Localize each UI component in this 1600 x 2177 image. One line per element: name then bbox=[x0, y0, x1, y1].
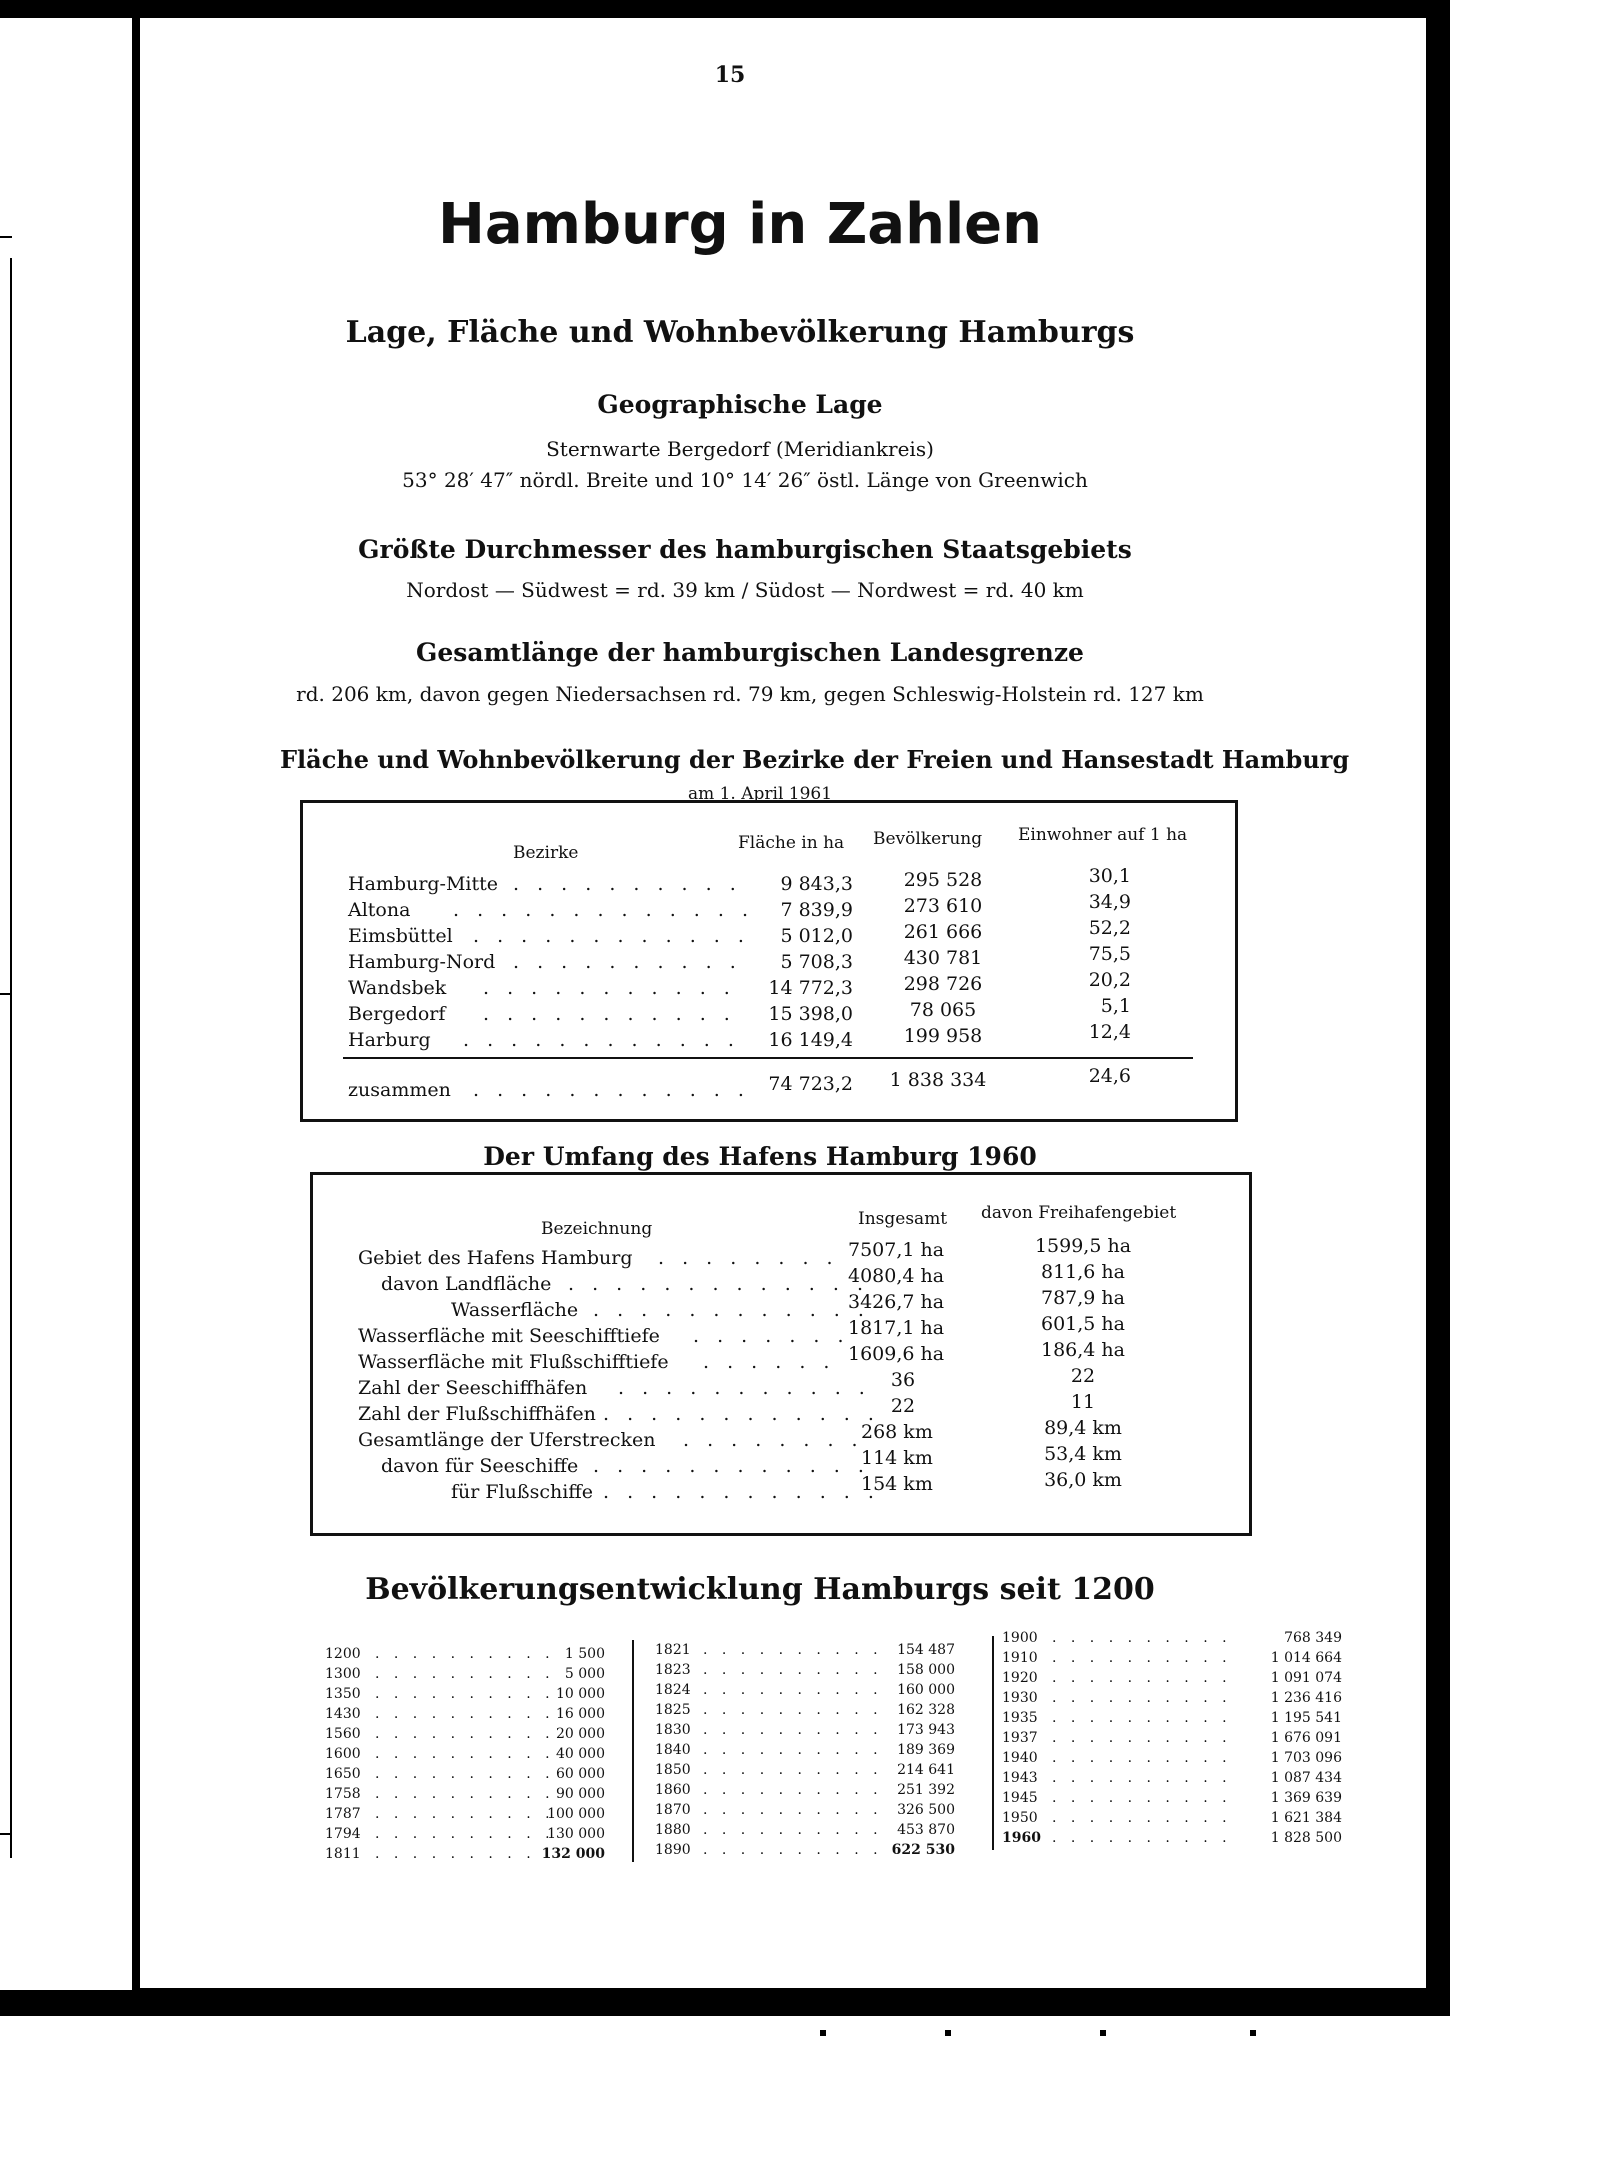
harbor-row-free: 89,4 km bbox=[1044, 1417, 1122, 1439]
population-row bbox=[655, 1660, 975, 1680]
border-line: rd. 206 km, davon gegen Niedersachsen rd. 79 km, gegen Schleswig-Holstein rd. 127 km bbox=[296, 682, 1204, 706]
leader-dots: . . . . . . . . . . bbox=[375, 1706, 555, 1722]
previous-page-edge bbox=[0, 18, 134, 1990]
pop-year: 1794 bbox=[325, 1826, 361, 1842]
harbor-row-total: 114 km bbox=[861, 1447, 933, 1469]
pop-year: 1850 bbox=[655, 1762, 691, 1778]
population-row bbox=[1002, 1688, 1382, 1708]
pop-value: 1 500 bbox=[564, 1646, 605, 1662]
district-name: Wandsbek bbox=[348, 977, 447, 999]
harbor-row-total: 268 km bbox=[861, 1421, 933, 1443]
population-row bbox=[655, 1720, 975, 1740]
total-area: 74 723,2 bbox=[768, 1073, 853, 1095]
population-row bbox=[655, 1800, 975, 1820]
pop-value: 453 870 bbox=[897, 1822, 955, 1838]
district-area: 16 149,4 bbox=[768, 1029, 853, 1051]
column-header-dichte: Einwohner auf 1 ha bbox=[1018, 825, 1188, 845]
pop-value: 251 392 bbox=[897, 1782, 955, 1798]
harbor-row-free: 787,9 ha bbox=[1041, 1287, 1125, 1309]
district-population: 261 666 bbox=[903, 921, 983, 943]
leader-dots: . . . . . . . . . . bbox=[703, 1702, 883, 1718]
pop-year: 1945 bbox=[1002, 1790, 1038, 1806]
harbor-row-free: 601,5 ha bbox=[1041, 1313, 1125, 1335]
pop-year: 1825 bbox=[655, 1702, 691, 1718]
district-name: Altona bbox=[348, 899, 411, 921]
column-header-bevoelkerung: Bevölkerung bbox=[873, 829, 983, 849]
pop-year: 1200 bbox=[325, 1646, 361, 1662]
district-density: 75,5 bbox=[1088, 943, 1131, 965]
pop-year: 1300 bbox=[325, 1666, 361, 1682]
pop-value: 100 000 bbox=[547, 1806, 605, 1822]
harbor-row-label: Wasserfläche mit Seeschifftiefe bbox=[358, 1325, 660, 1347]
pop-value: 90 000 bbox=[556, 1786, 605, 1802]
pop-value: 768 349 bbox=[1284, 1630, 1342, 1646]
population-row bbox=[325, 1724, 615, 1744]
leader-dots: . . . . . . . . . . . bbox=[483, 1003, 736, 1025]
pop-value: 160 000 bbox=[897, 1682, 955, 1698]
pop-year: 1930 bbox=[1002, 1690, 1038, 1706]
previous-page-rule bbox=[10, 258, 12, 1858]
district-population: 295 528 bbox=[903, 869, 983, 891]
pop-year: 1940 bbox=[1002, 1750, 1038, 1766]
population-row bbox=[325, 1804, 615, 1824]
scan-border-bottom bbox=[0, 1988, 1450, 2016]
pop-year: 1811 bbox=[325, 1846, 361, 1862]
population-row bbox=[325, 1664, 615, 1684]
district-name: Hamburg-Mitte bbox=[348, 873, 499, 895]
leader-dots: . . . . . . . . . . bbox=[703, 1802, 883, 1818]
pop-value: 5 000 bbox=[564, 1666, 605, 1682]
harbor-row-label: davon für Seeschiffe bbox=[381, 1455, 579, 1477]
harbor-row-free: 11 bbox=[1070, 1391, 1096, 1413]
pop-value: 60 000 bbox=[556, 1766, 605, 1782]
population-row bbox=[325, 1784, 615, 1804]
harbor-row-total: 22 bbox=[890, 1395, 916, 1417]
pop-value: 10 000 bbox=[556, 1686, 605, 1702]
districts-table bbox=[300, 800, 1238, 1122]
leader-dots: . . . . . . . . . . bbox=[375, 1806, 555, 1822]
population-row bbox=[325, 1644, 615, 1664]
column-header-insgesamt: Insgesamt bbox=[858, 1209, 948, 1229]
leader-dots: . . . . . . . . . . bbox=[375, 1826, 555, 1842]
leader-dots: . . . . . . . . . . bbox=[375, 1746, 555, 1762]
district-density: 34,9 bbox=[1088, 891, 1131, 913]
harbor-row-total: 1609,6 ha bbox=[848, 1343, 945, 1365]
leader-dots: . . . . . . . . . . bbox=[1052, 1690, 1232, 1706]
district-area: 15 398,0 bbox=[768, 1003, 853, 1025]
districts-subheading: am 1. April 1961 bbox=[687, 784, 833, 804]
leader-dots: . . . . . . . . . . . . . bbox=[568, 1273, 869, 1295]
scan-border-top bbox=[0, 0, 1450, 18]
harbor-row-total: 36 bbox=[890, 1369, 916, 1391]
leader-dots: . . . . . . . . . . bbox=[703, 1682, 883, 1698]
pop-year: 1830 bbox=[655, 1722, 691, 1738]
harbor-row-free: 22 bbox=[1070, 1365, 1096, 1387]
leader-dots: . . . . . . . . . . bbox=[703, 1842, 883, 1858]
pop-year: 1824 bbox=[655, 1682, 691, 1698]
district-area: 7 839,9 bbox=[780, 899, 853, 921]
leader-dots: . . . . . . . . . . bbox=[1052, 1650, 1232, 1666]
district-name: Bergedorf bbox=[348, 1003, 446, 1025]
pop-value: 130 000 bbox=[547, 1826, 605, 1842]
harbor-row-label: Zahl der Flußschiffhäfen bbox=[358, 1403, 596, 1425]
pop-year: 1823 bbox=[655, 1662, 691, 1678]
leader-dots: . . . . . . . . . . bbox=[375, 1646, 555, 1662]
pop-year: 1430 bbox=[325, 1706, 361, 1722]
population-row bbox=[1002, 1748, 1382, 1768]
leader-dots: . . . . . . . . . . . . bbox=[603, 1481, 880, 1503]
harbor-row-free: 53,4 km bbox=[1044, 1443, 1122, 1465]
district-area: 14 772,3 bbox=[768, 977, 853, 999]
leader-dots: . . . . . . . . . . bbox=[375, 1786, 555, 1802]
pop-year: 1600 bbox=[325, 1746, 361, 1762]
districts-heading: Fläche und Wohnbevölkerung der Bezirke der Freien und Hansestadt Hamburg bbox=[280, 745, 1350, 774]
pop-value: 189 369 bbox=[897, 1742, 955, 1758]
district-population: 298 726 bbox=[903, 973, 983, 995]
harbor-row-label: Wasserfläche mit Flußschifftiefe bbox=[358, 1351, 669, 1373]
scan-border-right bbox=[1426, 0, 1450, 2015]
population-row bbox=[325, 1684, 615, 1704]
leader-dots: . . . . . . . . . . bbox=[703, 1742, 883, 1758]
leader-dots: . . . . . . . . . . . . bbox=[473, 925, 750, 947]
population-row bbox=[655, 1780, 975, 1800]
harbor-row-free: 36,0 km bbox=[1044, 1469, 1122, 1491]
harbor-row-total: 7507,1 ha bbox=[848, 1239, 945, 1261]
district-area: 9 843,3 bbox=[780, 873, 853, 895]
leader-dots: . . . . . . . . . . . . bbox=[593, 1299, 870, 1321]
leader-dots: . . . . . . . . . . bbox=[1052, 1810, 1232, 1826]
pop-year: 1840 bbox=[655, 1742, 691, 1758]
leader-dots: . . . . . . . . . . . bbox=[483, 977, 736, 999]
population-row bbox=[1002, 1788, 1382, 1808]
leader-dots: . . . . . . . . . . . . bbox=[473, 1079, 750, 1101]
scan-artifact bbox=[1250, 2030, 1256, 2036]
pop-value: 1 091 074 bbox=[1270, 1670, 1342, 1686]
population-row bbox=[325, 1744, 615, 1764]
pop-year: 1350 bbox=[325, 1686, 361, 1702]
total-density: 24,6 bbox=[1088, 1065, 1131, 1087]
pop-year: 1870 bbox=[655, 1802, 691, 1818]
pop-year: 1650 bbox=[325, 1766, 361, 1782]
harbor-row-label: Gesamtlänge der Uferstrecken bbox=[358, 1429, 656, 1451]
leader-dots: . . . . . . . . . . bbox=[375, 1726, 555, 1742]
leader-dots: . . . . . . . . bbox=[658, 1247, 839, 1269]
total-rule bbox=[343, 1057, 1193, 1059]
leader-dots: . . . . . . . . . . bbox=[1052, 1830, 1232, 1846]
scan-artifact bbox=[820, 2030, 826, 2036]
pop-value: 173 943 bbox=[897, 1722, 955, 1738]
district-density: 5,1 bbox=[1100, 995, 1131, 1017]
pop-value: 326 500 bbox=[897, 1802, 955, 1818]
harbor-row-label: davon Landfläche bbox=[381, 1273, 552, 1295]
pop-value: 1 828 500 bbox=[1270, 1830, 1342, 1846]
pop-year: 1937 bbox=[1002, 1730, 1038, 1746]
population-row bbox=[1002, 1708, 1382, 1728]
district-density: 30,1 bbox=[1088, 865, 1131, 887]
district-area: 5 708,3 bbox=[780, 951, 853, 973]
leader-dots: . . . . . . . . bbox=[683, 1429, 864, 1451]
scan-artifact bbox=[1100, 2030, 1106, 2036]
leader-dots: . . . . . . . . . . bbox=[703, 1642, 883, 1658]
leader-dots: . . . . . . . . . . bbox=[703, 1762, 883, 1778]
population-row bbox=[1002, 1808, 1382, 1828]
pop-year: 1950 bbox=[1002, 1810, 1038, 1826]
population-row bbox=[1002, 1648, 1382, 1668]
harbor-row-label: Zahl der Seeschiffhäfen bbox=[358, 1377, 588, 1399]
leader-dots: . . . . . . . . . . bbox=[703, 1722, 883, 1738]
section-heading: Lage, Fläche und Wohnbevölkerung Hamburgs bbox=[345, 315, 1135, 350]
pop-value: 132 000 bbox=[541, 1846, 605, 1862]
district-name: Harburg bbox=[348, 1029, 431, 1051]
geo-line-1: Sternwarte Bergedorf (Meridiankreis) bbox=[546, 437, 934, 461]
district-area: 5 012,0 bbox=[780, 925, 853, 947]
population-row bbox=[325, 1824, 615, 1844]
district-density: 12,4 bbox=[1088, 1021, 1131, 1043]
pop-value: 1 236 416 bbox=[1270, 1690, 1342, 1706]
leader-dots: . . . . . . . . . . . bbox=[618, 1377, 871, 1399]
pop-year: 1860 bbox=[655, 1782, 691, 1798]
page-number: 15 bbox=[714, 62, 746, 88]
district-density: 20,2 bbox=[1088, 969, 1131, 991]
pop-value: 1 014 664 bbox=[1270, 1650, 1342, 1666]
column-header-bezirke: Bezirke bbox=[513, 843, 579, 863]
pop-value: 1 369 639 bbox=[1270, 1790, 1342, 1806]
previous-page-mark bbox=[0, 993, 12, 995]
pop-value: 16 000 bbox=[556, 1706, 605, 1722]
population-row bbox=[325, 1844, 615, 1864]
leader-dots: . . . . . . . bbox=[693, 1325, 850, 1347]
pop-year: 1880 bbox=[655, 1822, 691, 1838]
column-separator bbox=[632, 1640, 634, 1862]
pop-value: 20 000 bbox=[556, 1726, 605, 1742]
leader-dots: . . . . . . . . . . bbox=[1052, 1770, 1232, 1786]
pop-value: 1 621 384 bbox=[1270, 1810, 1342, 1826]
population-row bbox=[325, 1704, 615, 1724]
diameter-heading: Größte Durchmesser des hamburgischen Staatsgebiets bbox=[358, 535, 1132, 564]
previous-page-mark bbox=[0, 1833, 12, 1835]
leader-dots: . . . . . . . . . . . . bbox=[463, 1029, 740, 1051]
population-column-2 bbox=[655, 1640, 975, 1860]
pop-value: 1 195 541 bbox=[1270, 1710, 1342, 1726]
pop-value: 158 000 bbox=[897, 1662, 955, 1678]
scan-artifact bbox=[945, 2030, 951, 2036]
column-header-flaeche: Fläche in ha bbox=[738, 833, 845, 853]
population-heading: Bevölkerungsentwicklung Hamburgs seit 1200 bbox=[365, 1572, 1155, 1607]
pop-value: 214 641 bbox=[897, 1762, 955, 1778]
district-population: 273 610 bbox=[903, 895, 983, 917]
border-heading: Gesamtlänge der hamburgischen Landesgrenze bbox=[416, 638, 1084, 667]
harbor-heading: Der Umfang des Hafens Hamburg 1960 bbox=[483, 1142, 1037, 1171]
harbor-row-total: 3426,7 ha bbox=[848, 1291, 945, 1313]
pop-year: 1787 bbox=[325, 1806, 361, 1822]
population-column-3 bbox=[1002, 1628, 1382, 1848]
total-label: zusammen bbox=[348, 1079, 451, 1101]
harbor-row-total: 154 km bbox=[861, 1473, 933, 1495]
leader-dots: . . . . . . . . . . bbox=[513, 951, 742, 973]
leader-dots: . . . . . . . . . . bbox=[1052, 1750, 1232, 1766]
district-population: 78 065 bbox=[909, 999, 977, 1021]
pop-year: 1821 bbox=[655, 1642, 691, 1658]
population-row bbox=[655, 1740, 975, 1760]
leader-dots: . . . . . . . . . . . . bbox=[603, 1403, 880, 1425]
population-row bbox=[655, 1700, 975, 1720]
leader-dots: . . . . . . . . . . bbox=[703, 1662, 883, 1678]
pop-value: 154 487 bbox=[897, 1642, 955, 1658]
leader-dots: . . . . . . bbox=[703, 1351, 836, 1373]
column-separator bbox=[992, 1636, 994, 1850]
pop-year: 1920 bbox=[1002, 1670, 1038, 1686]
population-row bbox=[655, 1760, 975, 1780]
pop-value: 162 328 bbox=[897, 1702, 955, 1718]
population-row bbox=[1002, 1728, 1382, 1748]
harbor-row-free: 811,6 ha bbox=[1041, 1261, 1125, 1283]
harbor-table bbox=[310, 1172, 1252, 1536]
pop-year: 1960 bbox=[1002, 1830, 1041, 1846]
population-row bbox=[325, 1764, 615, 1784]
leader-dots: . . . . . . . . . . bbox=[1052, 1710, 1232, 1726]
pop-year: 1890 bbox=[655, 1842, 691, 1858]
population-row bbox=[655, 1640, 975, 1660]
column-header-freihafen: davon Freihafengebiet bbox=[981, 1203, 1177, 1223]
population-row bbox=[1002, 1628, 1382, 1648]
pop-value: 40 000 bbox=[556, 1746, 605, 1762]
leader-dots: . . . . . . . . . . bbox=[375, 1766, 555, 1782]
population-column-1 bbox=[325, 1644, 615, 1864]
harbor-row-label: Gebiet des Hafens Hamburg bbox=[358, 1247, 633, 1269]
total-population: 1 838 334 bbox=[889, 1069, 987, 1091]
leader-dots: . . . . . . . . . . bbox=[703, 1782, 883, 1798]
pop-value: 1 676 091 bbox=[1270, 1730, 1342, 1746]
leader-dots: . . . . . . . . . . bbox=[1052, 1630, 1232, 1646]
population-row bbox=[1002, 1828, 1382, 1848]
population-row bbox=[1002, 1668, 1382, 1688]
pop-year: 1910 bbox=[1002, 1650, 1038, 1666]
harbor-row-total: 1817,1 ha bbox=[848, 1317, 945, 1339]
leader-dots: . . . . . . . . . . bbox=[375, 1686, 555, 1702]
leader-dots: . . . . . . . . . . bbox=[513, 873, 742, 895]
district-population: 199 958 bbox=[903, 1025, 983, 1047]
population-row bbox=[655, 1680, 975, 1700]
harbor-row-free: 1599,5 ha bbox=[1034, 1235, 1132, 1257]
district-name: Hamburg-Nord bbox=[348, 951, 496, 973]
leader-dots: . . . . . . . . . . bbox=[1052, 1670, 1232, 1686]
page-title: Hamburg in Zahlen bbox=[437, 192, 1043, 257]
population-row bbox=[655, 1820, 975, 1840]
leader-dots: . . . . . . . . . . bbox=[375, 1666, 555, 1682]
pop-year: 1935 bbox=[1002, 1710, 1038, 1726]
column-header-bezeichnung: Bezeichnung bbox=[541, 1219, 653, 1239]
pop-value: 1 703 096 bbox=[1270, 1750, 1342, 1766]
harbor-row-total: 4080,4 ha bbox=[848, 1265, 945, 1287]
district-name: Eimsbüttel bbox=[348, 925, 453, 947]
district-density: 52,2 bbox=[1088, 917, 1131, 939]
harbor-row-label: für Flußschiffe bbox=[451, 1481, 594, 1503]
pop-value: 622 530 bbox=[891, 1842, 955, 1858]
pop-year: 1900 bbox=[1002, 1630, 1038, 1646]
geo-line-2: 53° 28′ 47″ nördl. Breite und 10° 14′ 26″ östl. Länge von Greenwich bbox=[402, 468, 1088, 492]
pop-value: 1 087 434 bbox=[1270, 1770, 1342, 1786]
pop-year: 1560 bbox=[325, 1726, 361, 1742]
pop-year: 1943 bbox=[1002, 1770, 1038, 1786]
population-row bbox=[1002, 1768, 1382, 1788]
leader-dots: . . . . . . . . . . bbox=[1052, 1790, 1232, 1806]
geo-heading: Geographische Lage bbox=[597, 390, 883, 419]
leader-dots: . . . . . . . . . . . . bbox=[593, 1455, 870, 1477]
harbor-row-free: 186,4 ha bbox=[1041, 1339, 1125, 1361]
leader-dots: . . . . . . . . . . bbox=[703, 1822, 883, 1838]
harbor-row-label: Wasserfläche bbox=[451, 1299, 579, 1321]
district-population: 430 781 bbox=[903, 947, 983, 969]
pop-year: 1758 bbox=[325, 1786, 361, 1802]
leader-dots: . . . . . . . . . . bbox=[375, 1846, 555, 1862]
population-row bbox=[655, 1840, 975, 1860]
diameter-line: Nordost — Südwest = rd. 39 km / Südost — Nordwest = rd. 40 km bbox=[406, 578, 1084, 602]
leader-dots: . . . . . . . . . . bbox=[1052, 1730, 1232, 1746]
leader-dots: . . . . . . . . . . . . . bbox=[453, 899, 754, 921]
